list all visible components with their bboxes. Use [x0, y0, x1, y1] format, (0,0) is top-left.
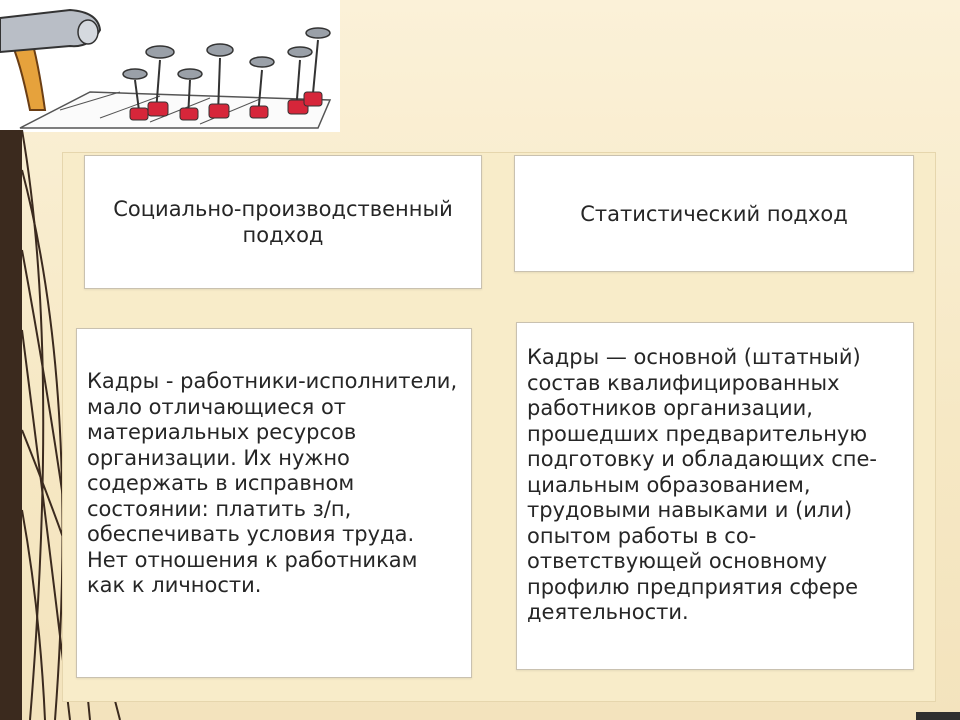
social-production-definition-text: Кадры - работники-исполнители, мало отличающиеся от материальных ресурсов организации. Их нужно содержать в исправном состоянии: платить з/п, обеспечивать условия труда. Нет отношения к работникам как к личности.: [87, 369, 458, 597]
statistical-approach-title: [514, 155, 914, 272]
statistical-definition: [516, 322, 914, 670]
hammer-nails-illustration: [0, 0, 340, 132]
statistical-definition-text: Кадры — основной (штатный) состав квалифицированных работников организации, прошедших предварительную подготовку и обладающих спе-циальным образованием, трудовыми навыками и (или) опытом работы в со-ответствующей основному профилю предприятия сфере деятельности.: [527, 345, 878, 624]
social-production-definition: [76, 328, 472, 678]
social-production-approach-title: [84, 155, 482, 289]
statistical-approach-title-text: Статистический подход: [580, 201, 848, 226]
social-production-approach-title-text: Социально-производственный подход: [113, 197, 453, 247]
corner-decoration: [916, 712, 960, 720]
